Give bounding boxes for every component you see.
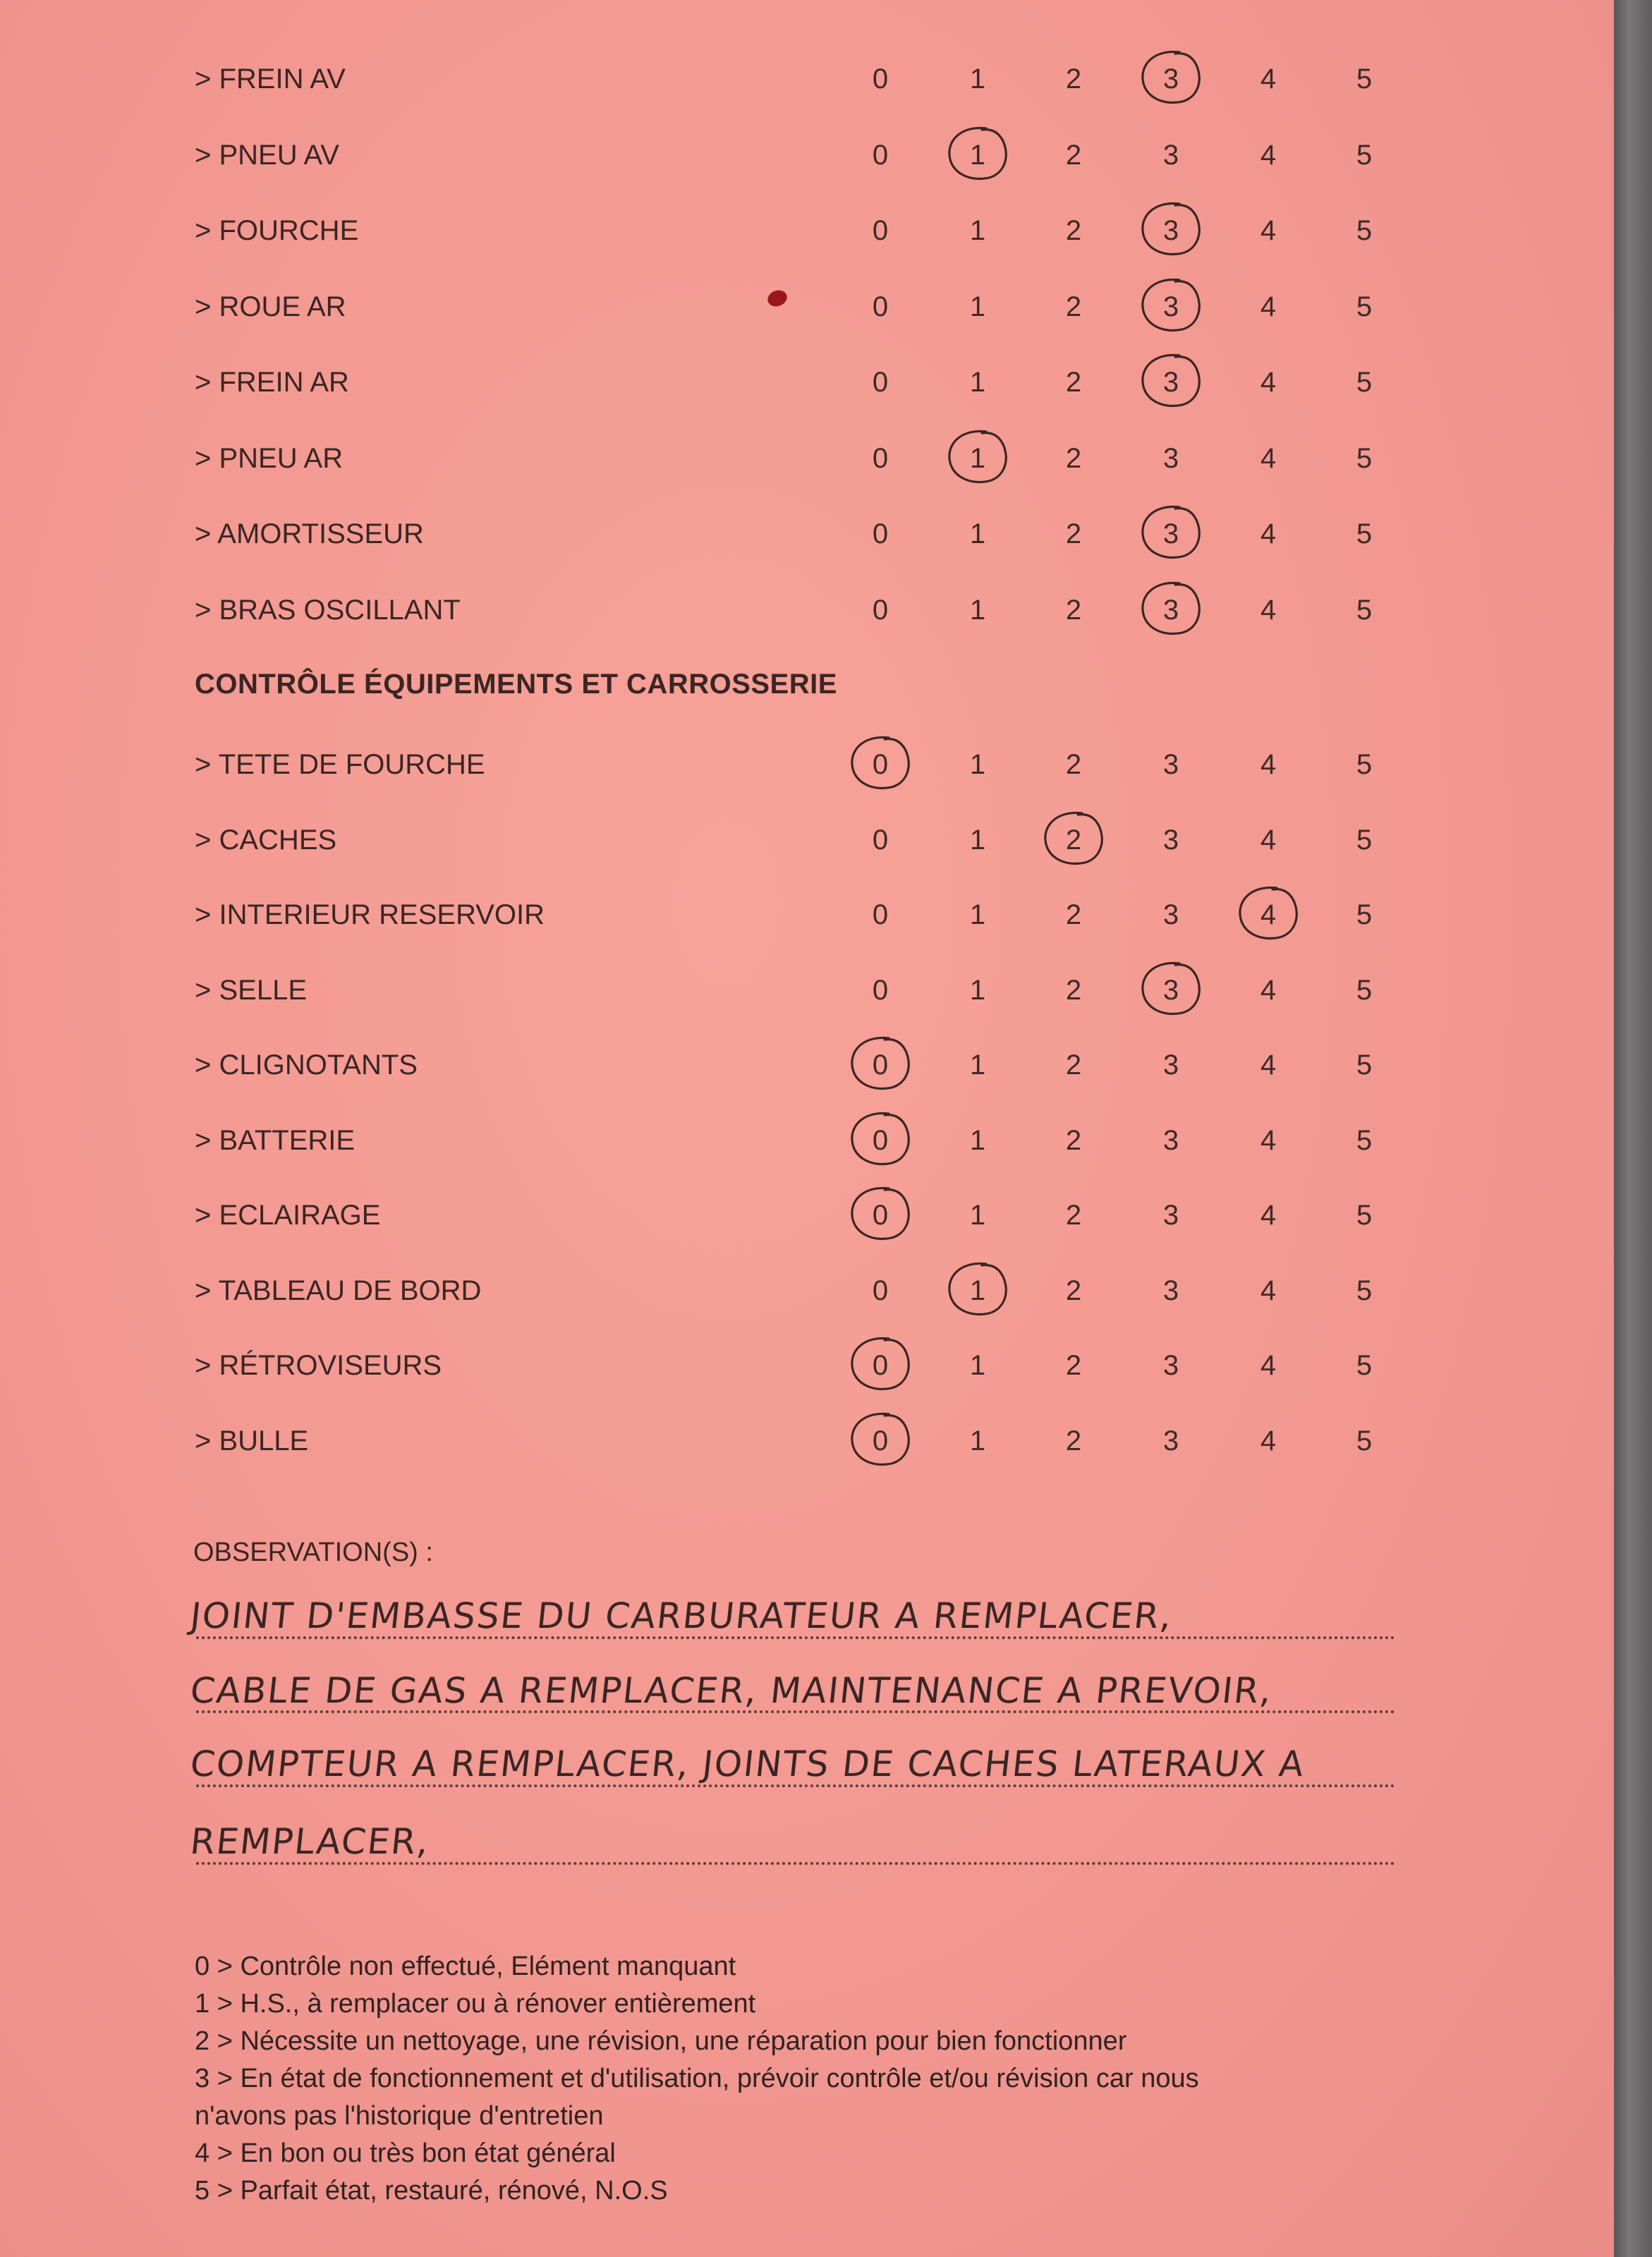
- check-row: [0, 1270, 1614, 1312]
- score-option-3[interactable]: 3: [1162, 1274, 1179, 1306]
- score-option-5[interactable]: 5: [1356, 139, 1373, 171]
- score-option-2[interactable]: 2: [1065, 974, 1082, 1006]
- score-option-4[interactable]: 4: [1260, 1124, 1277, 1156]
- check-row-label: > FREIN AR: [195, 367, 349, 398]
- score-option-3[interactable]: 3: [1162, 1425, 1179, 1456]
- score-option-4[interactable]: 4: [1260, 139, 1277, 171]
- legend-line-0: 0 > Contrôle non effectué, Elément manquant: [195, 1952, 736, 1981]
- check-row-label: > SELLE: [195, 974, 308, 1006]
- legend-line-5: 5 > Parfait état, restauré, rénové, N.O.S: [195, 2176, 668, 2206]
- score-option-0[interactable]: 0: [872, 974, 889, 1006]
- score-option-5[interactable]: 5: [1356, 291, 1373, 322]
- score-option-4[interactable]: 4: [1260, 518, 1277, 549]
- score-option-3[interactable]: 3: [1162, 139, 1179, 171]
- score-option-3[interactable]: 3: [1162, 63, 1179, 95]
- score-option-5[interactable]: 5: [1356, 824, 1373, 856]
- score-option-1[interactable]: 1: [969, 442, 986, 474]
- check-row: [0, 1344, 1614, 1387]
- check-row-label: > ECLAIRAGE: [195, 1200, 381, 1231]
- score-option-3[interactable]: 3: [1162, 1350, 1179, 1381]
- observations-label: OBSERVATION(S) :: [193, 1538, 433, 1567]
- check-row-label: > RÉTROVISEURS: [195, 1350, 442, 1381]
- observation-text-1: JOINT D'EMBASSE DU CARBURATEUR A REMPLACER,: [188, 1595, 1175, 1636]
- background-edge: [1614, 0, 1652, 2257]
- legend-line-3: 3 > En état de fonctionnement et d'utilisation, prévoir contrôle et/ou révision car nous: [195, 2064, 1199, 2093]
- score-option-5[interactable]: 5: [1356, 1274, 1373, 1306]
- score-option-5[interactable]: 5: [1356, 899, 1373, 930]
- score-option-2[interactable]: 2: [1065, 518, 1082, 549]
- score-option-0[interactable]: 0: [872, 63, 889, 95]
- observation-line-3: [196, 1784, 1395, 1787]
- score-option-2[interactable]: 2: [1065, 1200, 1082, 1231]
- score-option-3[interactable]: 3: [1162, 974, 1179, 1006]
- score-option-5[interactable]: 5: [1356, 442, 1373, 474]
- score-option-0[interactable]: 0: [872, 594, 889, 626]
- check-row-label: > BULLE: [195, 1425, 309, 1456]
- score-option-1[interactable]: 1: [969, 215, 986, 246]
- score-option-2[interactable]: 2: [1065, 291, 1082, 322]
- check-row-label: > FREIN AV: [195, 63, 346, 95]
- score-option-4[interactable]: 4: [1260, 899, 1277, 930]
- score-option-0[interactable]: 0: [872, 1425, 889, 1456]
- score-option-0[interactable]: 0: [872, 442, 889, 474]
- score-option-0[interactable]: 0: [872, 1050, 889, 1081]
- score-option-4[interactable]: 4: [1260, 1050, 1277, 1081]
- legend-line-1: 1 > H.S., à remplacer ou à rénover entièrement: [195, 1989, 756, 2019]
- score-option-5[interactable]: 5: [1356, 1425, 1373, 1456]
- score-option-5[interactable]: 5: [1356, 1050, 1373, 1081]
- observation-line-4: [196, 1862, 1395, 1865]
- score-option-3[interactable]: 3: [1162, 1200, 1179, 1231]
- score-option-4[interactable]: 4: [1260, 291, 1277, 322]
- check-row: [0, 286, 1614, 328]
- legend-line-3-cont: n'avons pas l'historique d'entretien: [195, 2101, 604, 2131]
- score-option-4[interactable]: 4: [1260, 749, 1277, 780]
- score-legend: [195, 1948, 1464, 2210]
- score-option-3[interactable]: 3: [1162, 442, 1179, 474]
- check-row: [0, 1194, 1614, 1236]
- score-option-1[interactable]: 1: [969, 899, 986, 930]
- check-row: [0, 819, 1614, 861]
- score-option-1[interactable]: 1: [969, 749, 986, 780]
- score-option-0[interactable]: 0: [872, 291, 889, 322]
- score-option-3[interactable]: 3: [1162, 594, 1179, 626]
- score-option-2[interactable]: 2: [1065, 1274, 1082, 1306]
- score-option-1[interactable]: 1: [969, 291, 986, 322]
- score-option-3[interactable]: 3: [1162, 367, 1179, 398]
- score-option-0[interactable]: 0: [872, 139, 889, 171]
- check-row-label: > BRAS OSCILLANT: [195, 594, 461, 626]
- score-option-4[interactable]: 4: [1260, 1350, 1277, 1381]
- check-row: [0, 361, 1614, 403]
- score-option-0[interactable]: 0: [872, 1200, 889, 1231]
- observation-text-3: COMPTEUR A REMPLACER, JOINTS DE CACHES LATERAUX A: [188, 1744, 1307, 1784]
- score-option-1[interactable]: 1: [969, 1124, 986, 1156]
- score-option-2[interactable]: 2: [1065, 367, 1082, 398]
- check-row: [0, 209, 1614, 252]
- score-option-5[interactable]: 5: [1356, 518, 1373, 549]
- score-option-1[interactable]: 1: [969, 1200, 986, 1231]
- observation-text-4: REMPLACER,: [188, 1821, 432, 1862]
- score-option-1[interactable]: 1: [969, 1274, 986, 1306]
- score-option-5[interactable]: 5: [1356, 594, 1373, 626]
- check-row: [0, 589, 1614, 631]
- score-option-2[interactable]: 2: [1065, 139, 1082, 171]
- score-option-4[interactable]: 4: [1260, 974, 1277, 1006]
- check-row-label: > PNEU AR: [195, 442, 344, 474]
- section-title-equipements: CONTRÔLE ÉQUIPEMENTS ET CARROSSERIE: [195, 669, 837, 700]
- observation-text-2: CABLE DE GAS A REMPLACER, MAINTENANCE A PREVOIR,: [188, 1670, 1275, 1711]
- score-option-3[interactable]: 3: [1162, 749, 1179, 780]
- check-row: [0, 1420, 1614, 1462]
- score-option-0[interactable]: 0: [872, 518, 889, 549]
- check-row: [0, 894, 1614, 936]
- score-option-1[interactable]: 1: [969, 1050, 986, 1081]
- score-option-0[interactable]: 0: [872, 749, 889, 780]
- check-row-label: > TETE DE FOURCHE: [195, 749, 485, 780]
- score-option-2[interactable]: 2: [1065, 1425, 1082, 1456]
- score-option-2[interactable]: 2: [1065, 442, 1082, 474]
- score-option-1[interactable]: 1: [969, 1350, 986, 1381]
- score-option-2[interactable]: 2: [1065, 594, 1082, 626]
- score-option-1[interactable]: 1: [969, 974, 986, 1006]
- check-row-label: > INTERIEUR RESERVOIR: [195, 899, 545, 930]
- score-option-4[interactable]: 4: [1260, 1274, 1277, 1306]
- score-option-1[interactable]: 1: [969, 1425, 986, 1456]
- check-row: [0, 58, 1614, 100]
- score-option-5[interactable]: 5: [1356, 215, 1373, 246]
- check-row: [0, 969, 1614, 1011]
- check-row: [0, 1044, 1614, 1086]
- score-option-2[interactable]: 2: [1065, 824, 1082, 856]
- score-option-5[interactable]: 5: [1356, 1350, 1373, 1381]
- score-option-4[interactable]: 4: [1260, 1425, 1277, 1456]
- score-option-2[interactable]: 2: [1065, 1350, 1082, 1381]
- score-option-4[interactable]: 4: [1260, 215, 1277, 246]
- score-option-0[interactable]: 0: [872, 215, 889, 246]
- legend-line-2: 2 > Nécessite un nettoyage, une révision, une réparation pour bien fonctionner: [195, 2026, 1127, 2056]
- score-option-2[interactable]: 2: [1065, 1050, 1082, 1081]
- score-option-3[interactable]: 3: [1162, 1050, 1179, 1081]
- score-option-1[interactable]: 1: [969, 594, 986, 626]
- check-row-label: > AMORTISSEUR: [195, 518, 424, 549]
- observation-line-1: [196, 1636, 1395, 1639]
- score-option-4[interactable]: 4: [1260, 367, 1277, 398]
- score-option-1[interactable]: 1: [969, 367, 986, 398]
- score-option-1[interactable]: 1: [969, 824, 986, 856]
- score-option-3[interactable]: 3: [1162, 518, 1179, 549]
- score-option-3[interactable]: 3: [1162, 291, 1179, 322]
- score-option-2[interactable]: 2: [1065, 215, 1082, 246]
- score-option-5[interactable]: 5: [1356, 1200, 1373, 1231]
- check-row-label: > TABLEAU DE BORD: [195, 1274, 482, 1306]
- score-option-3[interactable]: 3: [1162, 824, 1179, 856]
- check-row: [0, 743, 1614, 786]
- score-option-0[interactable]: 0: [872, 367, 889, 398]
- score-option-3[interactable]: 3: [1162, 215, 1179, 246]
- score-option-4[interactable]: 4: [1260, 63, 1277, 95]
- check-row-label: > BATTERIE: [195, 1124, 356, 1156]
- score-option-1[interactable]: 1: [969, 139, 986, 171]
- score-option-5[interactable]: 5: [1356, 974, 1373, 1006]
- score-option-5[interactable]: 5: [1356, 1124, 1373, 1156]
- score-option-0[interactable]: 0: [872, 1350, 889, 1381]
- score-option-0[interactable]: 0: [872, 1274, 889, 1306]
- score-option-2[interactable]: 2: [1065, 899, 1082, 930]
- legend-line-4: 4 > En bon ou très bon état général: [195, 2139, 616, 2168]
- score-option-0[interactable]: 0: [872, 824, 889, 856]
- check-row-label: > CLIGNOTANTS: [195, 1050, 418, 1081]
- score-option-4[interactable]: 4: [1260, 442, 1277, 474]
- score-option-1[interactable]: 1: [969, 518, 986, 549]
- check-row-label: > ROUE AR: [195, 291, 346, 322]
- score-option-1[interactable]: 1: [969, 63, 986, 95]
- check-row-label: > FOURCHE: [195, 215, 359, 246]
- score-option-5[interactable]: 5: [1356, 749, 1373, 780]
- check-row: [0, 1119, 1614, 1162]
- score-option-0[interactable]: 0: [872, 1124, 889, 1156]
- check-row: [0, 437, 1614, 480]
- score-option-3[interactable]: 3: [1162, 899, 1179, 930]
- score-option-3[interactable]: 3: [1162, 1124, 1179, 1156]
- score-option-0[interactable]: 0: [872, 899, 889, 930]
- score-option-2[interactable]: 2: [1065, 749, 1082, 780]
- score-option-5[interactable]: 5: [1356, 63, 1373, 95]
- check-row: [0, 134, 1614, 176]
- score-option-2[interactable]: 2: [1065, 1124, 1082, 1156]
- score-option-4[interactable]: 4: [1260, 1200, 1277, 1231]
- score-option-5[interactable]: 5: [1356, 367, 1373, 398]
- check-row-label: > CACHES: [195, 824, 337, 856]
- score-option-4[interactable]: 4: [1260, 594, 1277, 626]
- check-row-label: > PNEU AV: [195, 139, 339, 171]
- score-option-4[interactable]: 4: [1260, 824, 1277, 856]
- check-row: [0, 513, 1614, 555]
- score-option-2[interactable]: 2: [1065, 63, 1082, 95]
